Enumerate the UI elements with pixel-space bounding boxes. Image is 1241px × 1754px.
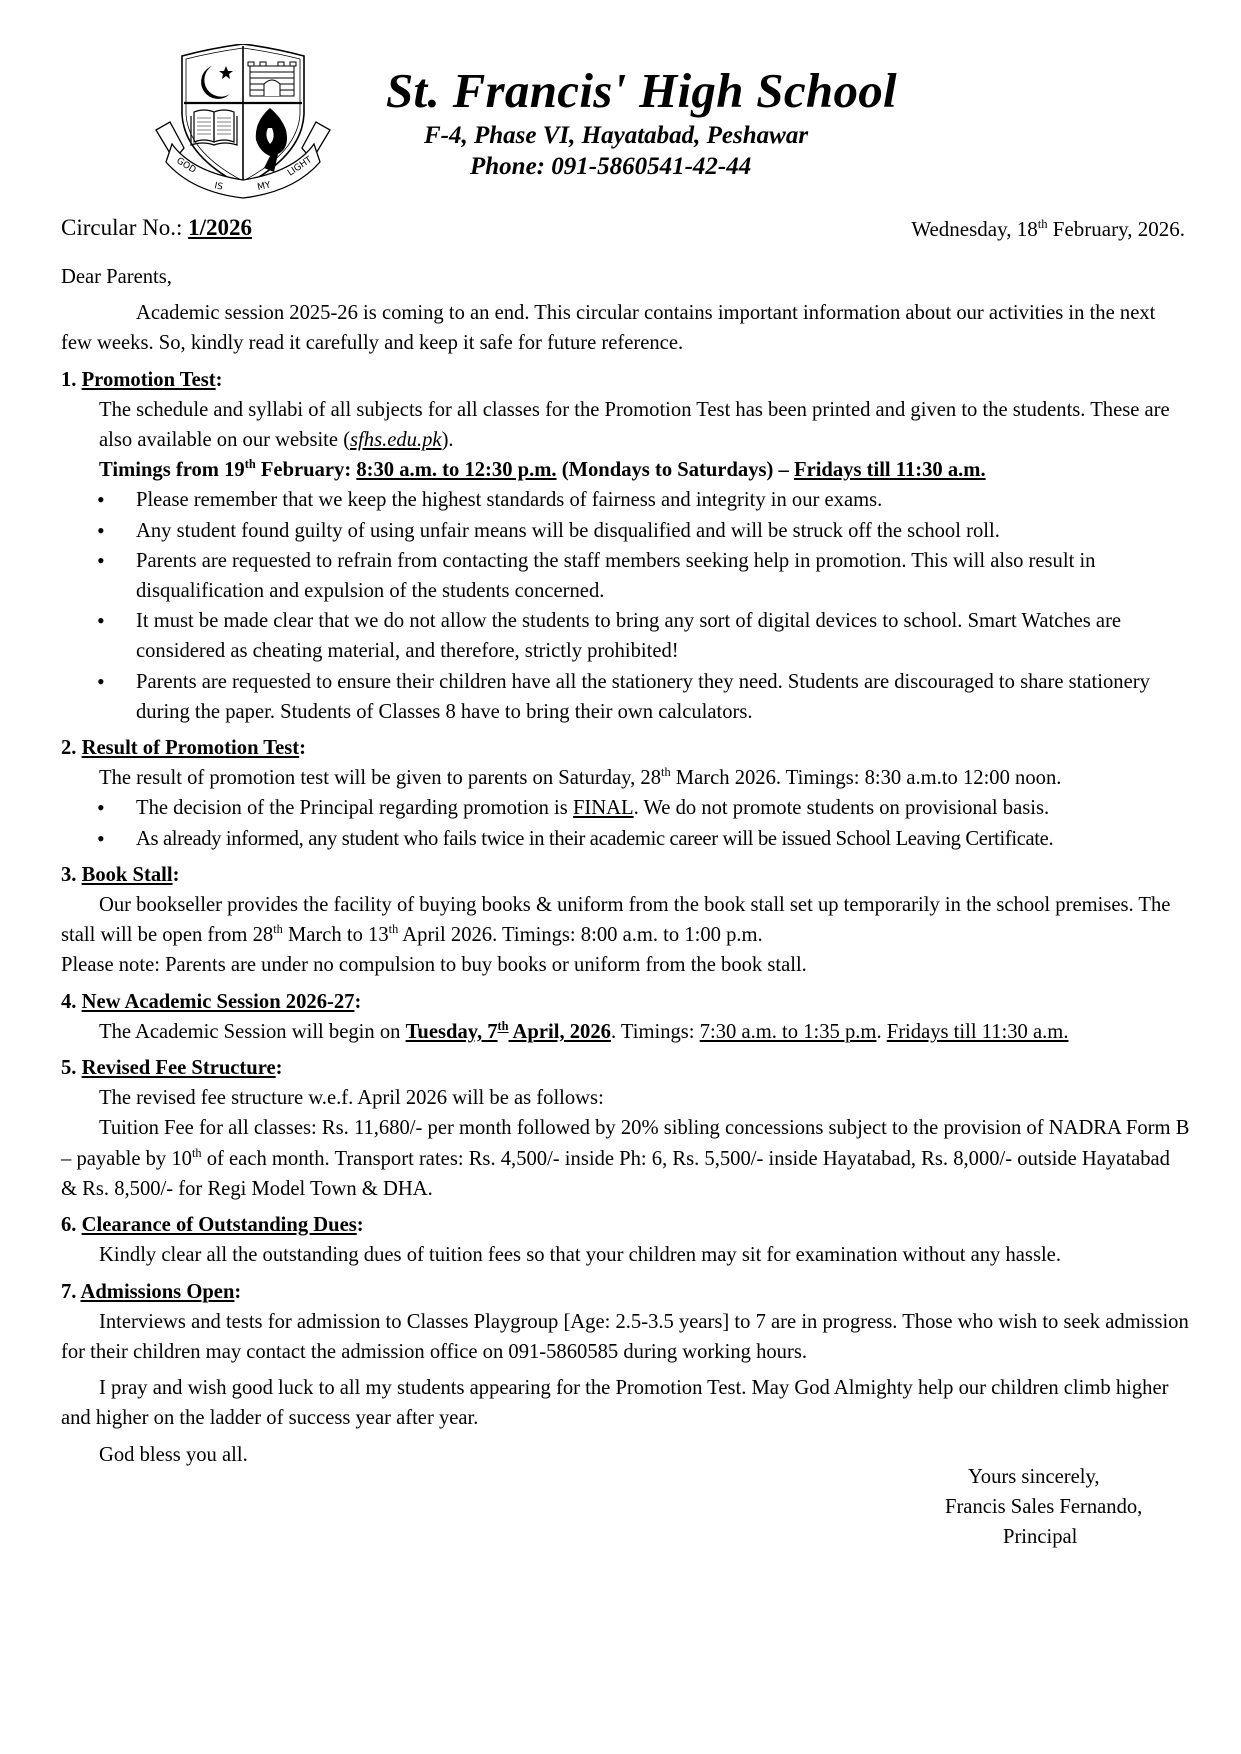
circular-date	[911, 217, 1185, 242]
section-heading	[61, 1053, 1191, 1083]
text-run: Parents are requested to refrain from contacting the staff members seeking help in promotion. This will also result in disqualification and expulsion of the students concerned.	[136, 549, 1096, 603]
paragraph	[61, 1240, 1191, 1270]
bullet-item	[61, 824, 1191, 854]
circular-label: Circular No.:	[61, 215, 183, 240]
text-run: February:	[255, 459, 357, 482]
section-1	[61, 365, 1191, 727]
paragraph	[61, 1113, 1191, 1204]
bullet-item	[61, 793, 1191, 823]
section-title: Clearance of Outstanding Dues	[81, 1214, 357, 1237]
text-run: The revised fee structure w.e.f. April 2026 will be as follows:	[99, 1087, 604, 1110]
valediction: Yours sincerely,	[968, 1466, 1100, 1488]
fort-icon	[248, 62, 296, 96]
date-main: Wednesday, 18	[911, 217, 1038, 241]
text-run: . Timings:	[610, 1020, 700, 1043]
text-run: Tuesday, 7	[405, 1020, 498, 1043]
text-run: Timings from 19	[99, 459, 245, 482]
paragraph	[61, 950, 1191, 980]
text-run: .	[876, 1020, 887, 1043]
signatory-title: Principal	[1003, 1526, 1078, 1548]
text-run: Kindly clear all the outstanding dues of tuition fees so that your children may sit for examination without any hassle.	[99, 1244, 1061, 1267]
salutation: Dear Parents,	[61, 266, 172, 288]
text-run: Academic session 2025-26 is coming to an end. This circular contains important information about our activities in the next few weeks. So, kindly read it carefully and keep it safe for future reference.	[61, 302, 1156, 355]
section-title: Admissions Open	[80, 1280, 235, 1303]
text-run: Our bookseller provides the facility of buying books & uniform from the book stall set up temporarily in the school premises. The stall will be open from 28	[61, 894, 1171, 947]
text-run: The Academic Session will begin on	[99, 1020, 406, 1043]
circular-number	[61, 215, 252, 241]
section-title: New Academic Session 2026-27	[81, 990, 355, 1013]
text-run: Interviews and tests for admission to Classes Playgroup [Age: 2.5-3.5 years] to 7 are in progress. Those who wish to seek admission for their children may contact the admission office on 091-5860585 during working hours.	[61, 1310, 1189, 1363]
text-run: It must be made clear that we do not allow the students to bring any sort of digital devices to school. Smart Watches are considered as cheating material, and therefore, strictly prohibited!	[136, 610, 1122, 663]
text-run: sfhs.edu.pk	[350, 429, 442, 452]
book-icon	[191, 110, 237, 145]
text-run: Fridays till 11:30 a.m.	[793, 459, 986, 482]
bullet-item	[61, 485, 1191, 515]
school-crest-icon	[152, 44, 334, 200]
heading-colon: :	[275, 1057, 283, 1080]
heading-colon: :	[354, 990, 362, 1013]
paragraph	[61, 763, 1191, 793]
heading-colon: :	[215, 368, 223, 391]
bullet-item	[61, 606, 1191, 666]
school-phone: Phone: 091-5860541-42-44	[470, 153, 752, 180]
text-run: th	[273, 922, 283, 937]
section-heading	[61, 1277, 1191, 1307]
section-heading	[61, 860, 1191, 890]
text-run: Parents are requested to ensure their children have all the stationery they need. Students are discouraged to share stationery during the paper. Students of Classes 8 have to bring their own calculators.	[136, 670, 1150, 723]
text-run: April 2026. Timings: 8:00 a.m. to 1:00 p.m.	[398, 924, 763, 947]
section-number: 5.	[61, 1057, 82, 1080]
school-name: St. Francis' High School	[386, 63, 897, 118]
letter-body	[61, 262, 1191, 1470]
paragraph	[61, 1083, 1191, 1113]
text-run: th	[388, 922, 399, 937]
text-run: April, 2026	[508, 1020, 611, 1043]
date-rest: February, 2026.	[1047, 217, 1185, 241]
text-run: th	[191, 1145, 202, 1160]
closing-blessing: God bless you all.	[99, 1443, 248, 1466]
section-number: 6.	[61, 1214, 82, 1237]
text-run: Tuition Fee for all classes: Rs. 11,680/- per month followed by 20% sibling concessions subject to the provision of NADRA Form B – payable by 10	[61, 1117, 1190, 1170]
text-run: th	[497, 1019, 509, 1034]
section-3	[61, 860, 1191, 981]
motto-word: LIGHT	[286, 155, 314, 179]
bullet-item	[61, 667, 1191, 727]
closing-wish: I pray and wish good luck to all my students appearing for the Promotion Test. May God Almighty help our children climb higher and higher on the ladder of success year after year.	[61, 1377, 1169, 1430]
text-run: Any student found guilty of using unfair means will be disqualified and will be struck off the school roll.	[136, 519, 1000, 542]
text-run: . We do not promote students on provisional basis.	[633, 797, 1050, 820]
motto-word: GOD	[174, 156, 198, 176]
bullet-item	[61, 516, 1191, 546]
circular-value: 1/2026	[188, 215, 252, 240]
date-sup: th	[1037, 217, 1048, 231]
heading-colon: :	[234, 1280, 242, 1303]
text-run: ).	[441, 429, 454, 452]
text-run: 7:30 a.m. to 1:35 p.m	[699, 1020, 877, 1043]
section-5	[61, 1053, 1191, 1204]
intro-paragraph	[61, 298, 1191, 358]
text-run: Please remember that we keep the highest standards of fairness and integrity in our exams.	[136, 489, 883, 512]
text-run: Fridays till 11:30 a.m.	[886, 1020, 1069, 1043]
text-run: (Mondays to Saturdays) –	[556, 459, 794, 482]
section-heading	[61, 1210, 1191, 1240]
heading-colon: :	[299, 737, 307, 760]
text-run: March to 13	[282, 924, 389, 947]
section-title: Promotion Test	[81, 368, 216, 391]
section-title: Result of Promotion Test	[81, 737, 300, 760]
bullet-list	[61, 485, 1191, 727]
section-title: Revised Fee Structure	[81, 1057, 276, 1080]
heading-colon: :	[356, 1214, 364, 1237]
paragraph	[61, 455, 1191, 485]
paragraph	[61, 1017, 1191, 1047]
text-run: 8:30 a.m. to 12:30 p.m.	[356, 459, 557, 482]
paragraph	[61, 395, 1191, 455]
paragraph	[61, 1307, 1191, 1367]
sections	[61, 365, 1191, 1368]
text-run: th	[244, 457, 256, 472]
paragraph	[61, 890, 1191, 950]
section-heading	[61, 733, 1191, 763]
section-number: 7.	[61, 1280, 81, 1303]
section-6	[61, 1210, 1191, 1270]
text-run: As already informed, any student who fails twice in their academic career will be issued School Leaving Certificate.	[136, 827, 1054, 850]
bullet-list	[61, 793, 1191, 853]
paragraph	[61, 298, 1191, 358]
text-run: Please note: Parents are under no compulsion to buy books or uniform from the book stall.	[61, 954, 807, 977]
text-run: The result of promotion test will be given to parents on Saturday, 28	[99, 767, 662, 790]
section-2	[61, 733, 1191, 854]
section-heading	[61, 365, 1191, 395]
section-number: 1.	[61, 368, 82, 391]
bullet-item	[61, 546, 1191, 606]
section-heading	[61, 987, 1191, 1017]
section-title: Book Stall	[81, 863, 173, 886]
school-address: F-4, Phase VI, Hayatabad, Peshawar	[424, 122, 809, 149]
section-number: 4.	[61, 990, 82, 1013]
section-7	[61, 1277, 1191, 1368]
text-run: March 2026. Timings: 8:30 a.m.to 12:00 noon.	[670, 767, 1062, 790]
signatory-name: Francis Sales Fernando,	[945, 1496, 1143, 1518]
text-run: of each month. Transport rates: Rs. 4,500/- inside Ph: 6, Rs. 5,500/- inside Hayatabad, Rs. 8,000/- outside Hayatabad & Rs. 8,500/- for Regi Model Town & DHA.	[61, 1147, 1170, 1200]
section-number: 3.	[61, 863, 82, 886]
text-run: The decision of the Principal regarding promotion is	[136, 797, 573, 820]
section-number: 2.	[61, 737, 82, 760]
motto-word: IS	[213, 181, 224, 193]
text-run: The schedule and syllabi of all subjects for all classes for the Promotion Test has been printed and given to the students. These are also available on our website (	[99, 398, 1170, 452]
text-run: th	[661, 765, 671, 780]
torch-flame-icon	[256, 108, 287, 172]
motto-word: MY	[256, 180, 272, 193]
crescent-star-icon	[201, 66, 233, 99]
text-run: FINAL	[572, 797, 634, 820]
section-4	[61, 987, 1191, 1047]
heading-colon: :	[172, 863, 180, 886]
